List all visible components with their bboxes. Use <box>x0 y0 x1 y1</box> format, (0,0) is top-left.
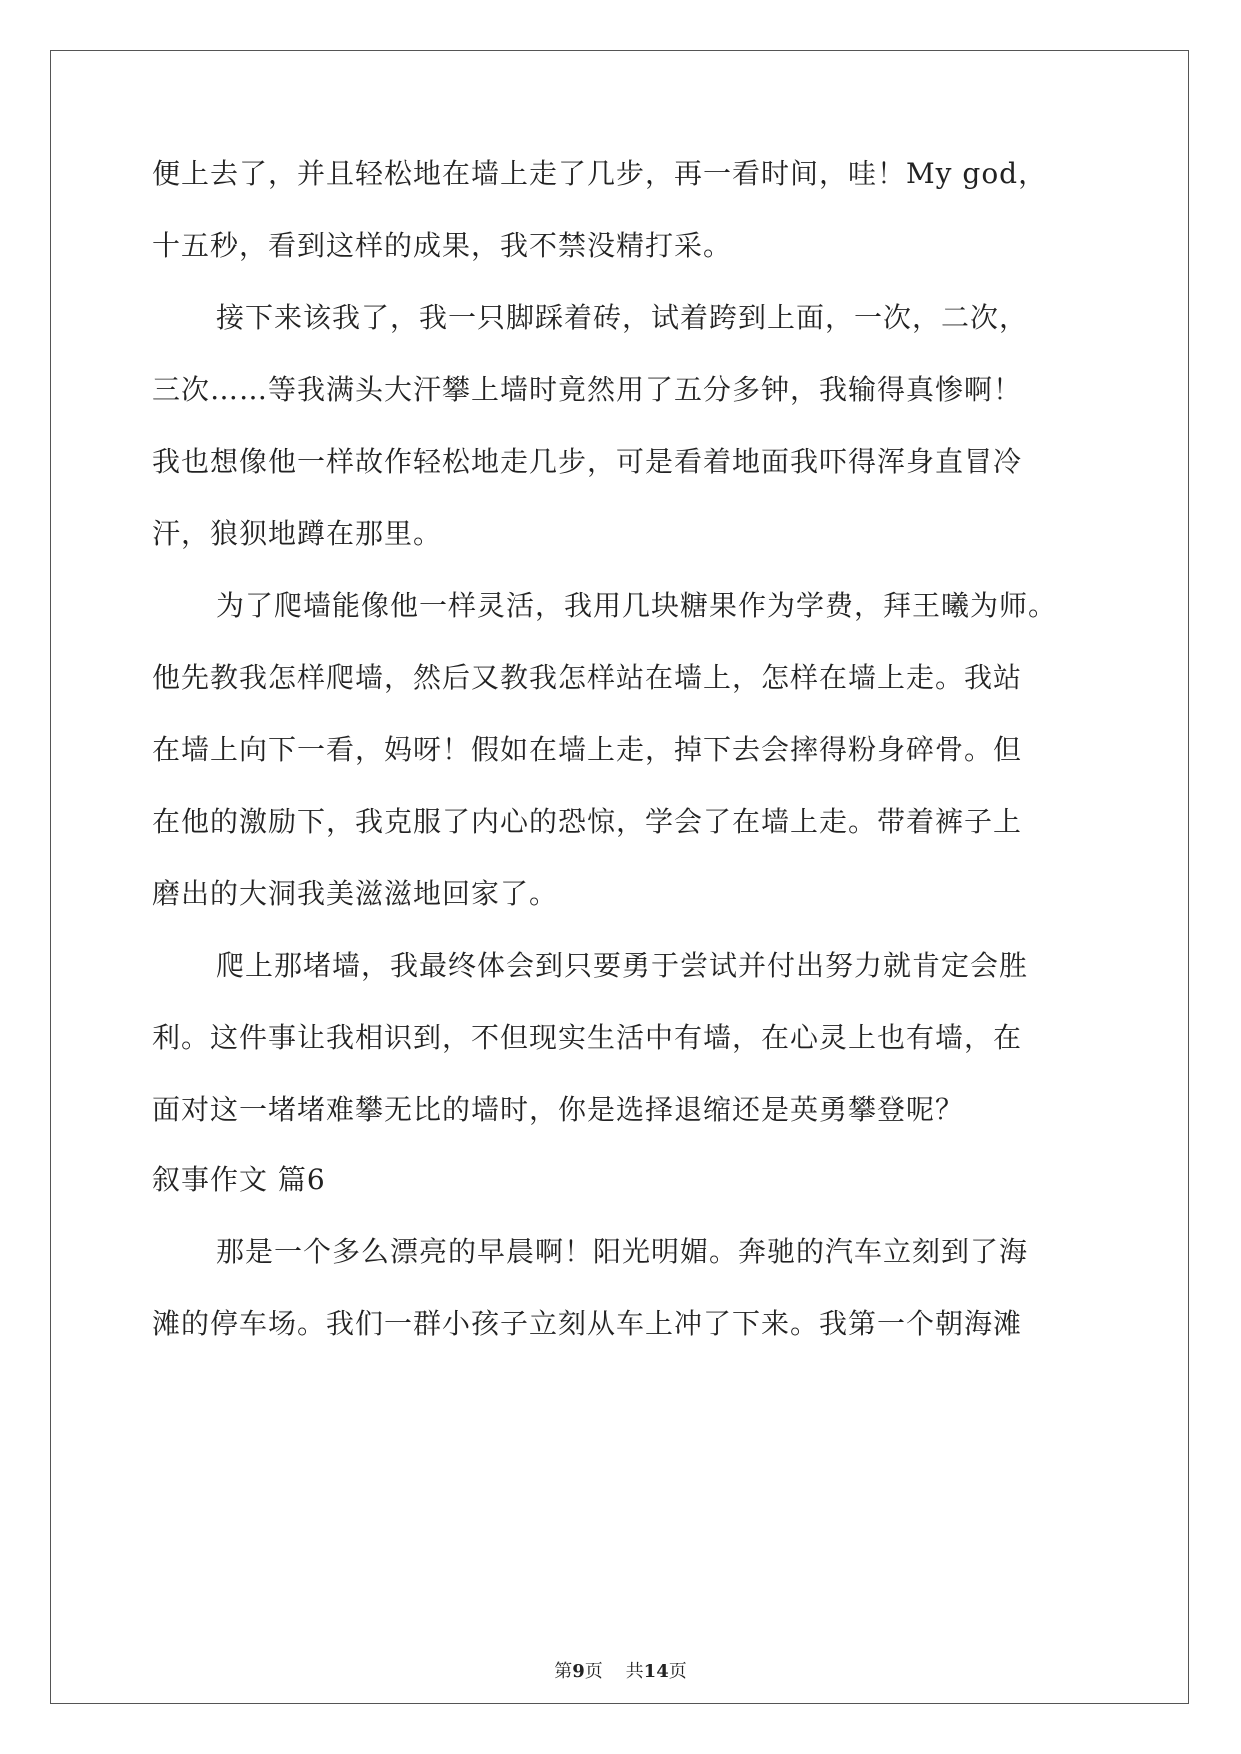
paragraph-first-line: 为了爬墙能像他一样灵活，我用几块糖果作为学费，拜王曦为师。 <box>216 589 1058 622</box>
paragraph-first-line: 那是一个多么漂亮的早晨啊！阳光明媚。奔驰的汽车立刻到了海 <box>216 1235 1029 1268</box>
paragraph-first-line: 接下来该我了，我一只脚踩着砖，试着跨到上面，一次，二次， <box>216 301 1029 334</box>
text-line: 十五秒，看到这样的成果，我不禁没精打采。 <box>152 229 733 262</box>
text-line: 汗，狼狈地蹲在那里。 <box>152 517 443 550</box>
page-separator: 页 共 <box>584 1661 644 1682</box>
text-line: 在他的激励下，我克服了内心的恐惊，学会了在墙上走。带着裤子上 <box>152 805 1023 838</box>
text-line: 面对这一堵堵难攀无比的墙时，你是选择退缩还是英勇攀登呢？ <box>152 1093 965 1126</box>
text-line: 三次……等我满头大汗攀上墙时竟然用了五分多钟，我输得真惨啊！ <box>152 373 1023 406</box>
text-line: 他先教我怎样爬墙，然后又教我怎样站在墙上，怎样在墙上走。我站 <box>152 661 1023 694</box>
section-heading: 叙事作文 篇6 <box>152 1163 326 1196</box>
text-line: 滩的停车场。我们一群小孩子立刻从车上冲了下来。我第一个朝海滩 <box>152 1307 1023 1340</box>
text-line: 利。这件事让我相识到，不但现实生活中有墙，在心灵上也有墙，在 <box>152 1021 1023 1054</box>
page-number: 9 <box>572 1661 585 1682</box>
text-line: 在墙上向下一看，妈呀！假如在墙上走，掉下去会摔得粉身碎骨。但 <box>152 733 1023 766</box>
page-footer <box>0 1660 1241 1684</box>
text-line: 我也想像他一样故作轻松地走几步，可是看着地面我吓得浑身直冒冷 <box>152 445 1023 478</box>
paragraph-first-line: 爬上那堵墙，我最终体会到只要勇于尝试并付出努力就肯定会胜 <box>216 949 1029 982</box>
page-prefix: 第 <box>554 1661 573 1682</box>
text-line: 便上去了，并且轻松地在墙上走了几步，再一看时间，哇！My god， <box>152 157 1048 190</box>
total-pages: 14 <box>643 1661 669 1682</box>
page-suffix: 页 <box>668 1661 687 1682</box>
text-line: 磨出的大洞我美滋滋地回家了。 <box>152 877 559 910</box>
